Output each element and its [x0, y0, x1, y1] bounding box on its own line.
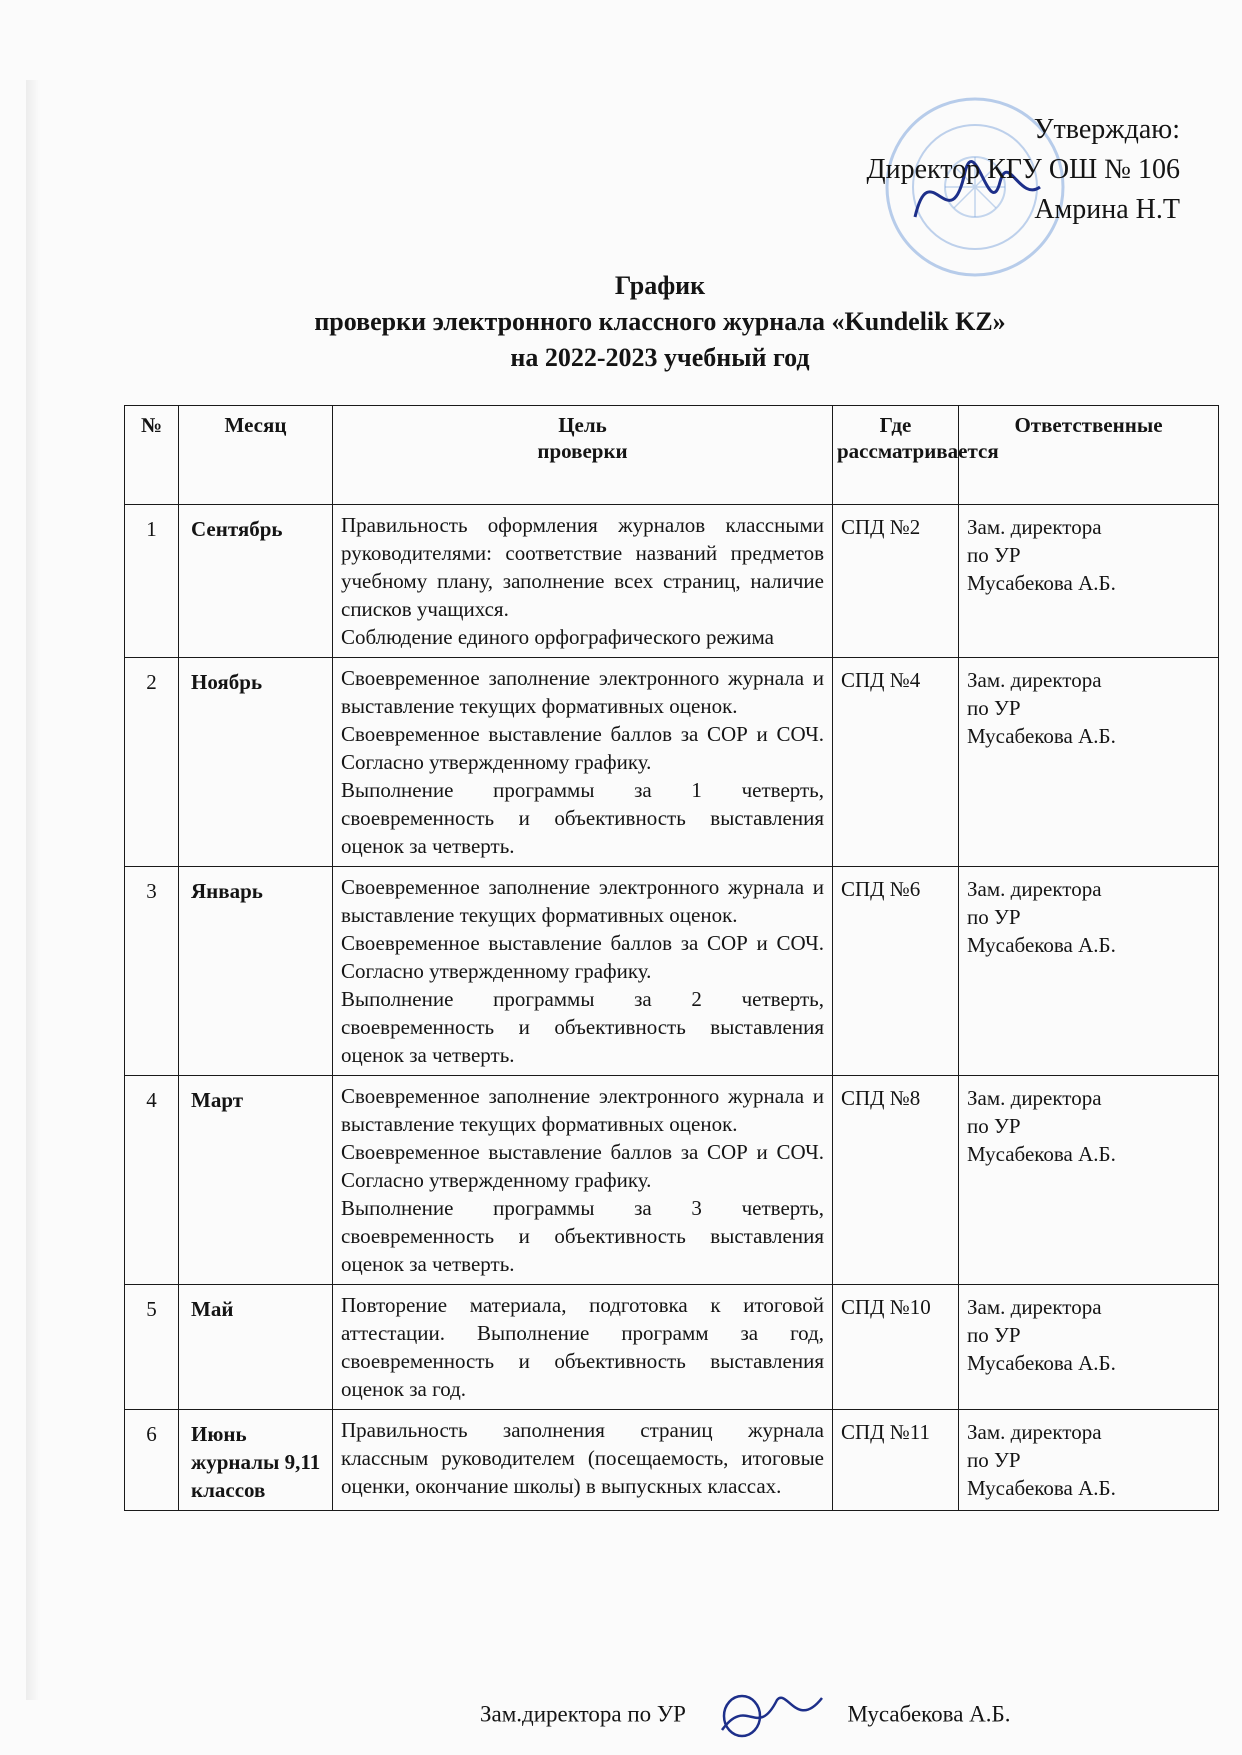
table-row — [125, 1285, 1219, 1410]
responsible-line: Мусабекова А.Б. — [967, 724, 1116, 748]
responsible-line: по УР — [967, 905, 1021, 929]
deputy-signature-icon — [702, 1690, 832, 1742]
responsible-line: по УР — [967, 1323, 1021, 1347]
goal-paragraph: Правильность заполнения страниц журнала классным руководителем (посещаемость, итоговые оценки, окончание школы) в выпускных классах. — [341, 1418, 824, 1498]
responsible-line: Зам. директора — [967, 515, 1102, 539]
responsible-line: Мусабекова А.Б. — [967, 1351, 1116, 1375]
approval-block — [867, 110, 1180, 230]
row-where: СПД №8 — [833, 1076, 959, 1285]
row-goal — [333, 505, 833, 658]
responsible-line: Зам. директора — [967, 1086, 1102, 1110]
responsible-line: Мусабекова А.Б. — [967, 933, 1116, 957]
approval-label: Утверждаю: — [1033, 114, 1180, 145]
row-responsible — [959, 1285, 1219, 1410]
goal-paragraph: Правильность оформления журналов классными руководителями: соответствие названий предметов учебному плану, заполнение всех страниц, наличие списков учащихся. — [341, 513, 824, 621]
row-goal — [333, 867, 833, 1076]
row-where: СПД №4 — [833, 658, 959, 867]
row-number: 6 — [125, 1410, 179, 1511]
header-goal-line-2: проверки — [537, 439, 628, 463]
row-month: Май — [179, 1285, 333, 1410]
title-line-3: на 2022-2023 учебный год — [510, 343, 810, 372]
header-num: № — [125, 406, 179, 505]
header-where: Где рассматривается — [833, 406, 959, 505]
responsible-line: Зам. директора — [967, 668, 1102, 692]
table-row — [125, 1410, 1219, 1511]
goal-paragraph: Соблюдение единого орфографического режима — [341, 625, 774, 649]
row-responsible — [959, 505, 1219, 658]
table-header-row — [125, 406, 1219, 505]
responsible-line: по УР — [967, 1114, 1021, 1138]
goal-paragraph: Своевременное заполнение электронного журнала и выставление текущих формативных оценок. — [341, 875, 824, 927]
row-goal — [333, 1410, 833, 1511]
row-number: 5 — [125, 1285, 179, 1410]
title-line-1: График — [614, 271, 706, 300]
document-title — [160, 268, 1160, 376]
goal-paragraph: Своевременное выставление баллов за СОР и СОЧ. Согласно утвержденному графику. — [341, 931, 824, 983]
responsible-line: по УР — [967, 543, 1021, 567]
table-row — [125, 658, 1219, 867]
responsible-line: Зам. директора — [967, 1420, 1102, 1444]
row-number: 3 — [125, 867, 179, 1076]
footer-signature — [480, 1690, 1011, 1742]
schedule-table — [124, 405, 1219, 1511]
row-month: Март — [179, 1076, 333, 1285]
row-where: СПД №2 — [833, 505, 959, 658]
row-number: 1 — [125, 505, 179, 658]
row-month: Ноябрь — [179, 658, 333, 867]
header-goal-line-1: Цель — [558, 413, 607, 437]
row-number: 2 — [125, 658, 179, 867]
row-responsible — [959, 1076, 1219, 1285]
approval-position: Директор КГУ ОШ № 106 — [866, 154, 1180, 185]
footer-position: Зам.директора по УР — [480, 1701, 686, 1727]
scan-edge-shadow — [26, 80, 40, 1700]
row-month: Январь — [179, 867, 333, 1076]
title-line-2: проверки электронного классного журнала «Kundelik KZ» — [314, 307, 1006, 336]
header-responsible: Ответственные — [959, 406, 1219, 505]
row-goal — [333, 658, 833, 867]
goal-paragraph: Выполнение программы за 1 четверть, своевременность и объективность выставления оценок за четверть. — [341, 778, 824, 858]
row-goal — [333, 1285, 833, 1410]
goal-paragraph: Своевременное выставление баллов за СОР и СОЧ. Согласно утвержденному графику. — [341, 722, 824, 774]
row-responsible — [959, 658, 1219, 867]
row-where: СПД №10 — [833, 1285, 959, 1410]
responsible-line: по УР — [967, 1448, 1021, 1472]
row-where: СПД №11 — [833, 1410, 959, 1511]
goal-paragraph: Выполнение программы за 3 четверть, своевременность и объективность выставления оценок за четверть. — [341, 1196, 824, 1276]
responsible-line: Зам. директора — [967, 877, 1102, 901]
goal-paragraph: Своевременное выставление баллов за СОР и СОЧ. Согласно утвержденному графику. — [341, 1140, 824, 1192]
table-body — [125, 505, 1219, 1511]
responsible-line: Мусабекова А.Б. — [967, 571, 1116, 595]
goal-paragraph: Выполнение программы за 2 четверть, своевременность и объективность выставления оценок за четверть. — [341, 987, 824, 1067]
responsible-line: Зам. директора — [967, 1295, 1102, 1319]
row-month: Сентябрь — [179, 505, 333, 658]
responsible-line: по УР — [967, 696, 1021, 720]
row-goal — [333, 1076, 833, 1285]
row-responsible — [959, 867, 1219, 1076]
approval-name: Амрина Н.Т — [1034, 194, 1180, 225]
footer-name: Мусабекова А.Б. — [847, 1701, 1011, 1727]
header-month: Месяц — [179, 406, 333, 505]
table-row — [125, 1076, 1219, 1285]
responsible-line: Мусабекова А.Б. — [967, 1142, 1116, 1166]
header-goal — [333, 406, 833, 505]
row-responsible — [959, 1410, 1219, 1511]
goal-paragraph: Своевременное заполнение электронного журнала и выставление текущих формативных оценок. — [341, 666, 824, 718]
row-where: СПД №6 — [833, 867, 959, 1076]
goal-paragraph: Своевременное заполнение электронного журнала и выставление текущих формативных оценок. — [341, 1084, 824, 1136]
row-month: Июнь журналы 9,11 классов — [179, 1410, 333, 1511]
row-number: 4 — [125, 1076, 179, 1285]
table-row — [125, 505, 1219, 658]
goal-paragraph: Повторение материала, подготовка к итоговой аттестации. Выполнение программ за год, своевременность и объективность выставления оценок за год. — [341, 1293, 824, 1401]
table-row — [125, 867, 1219, 1076]
responsible-line: Мусабекова А.Б. — [967, 1476, 1116, 1500]
